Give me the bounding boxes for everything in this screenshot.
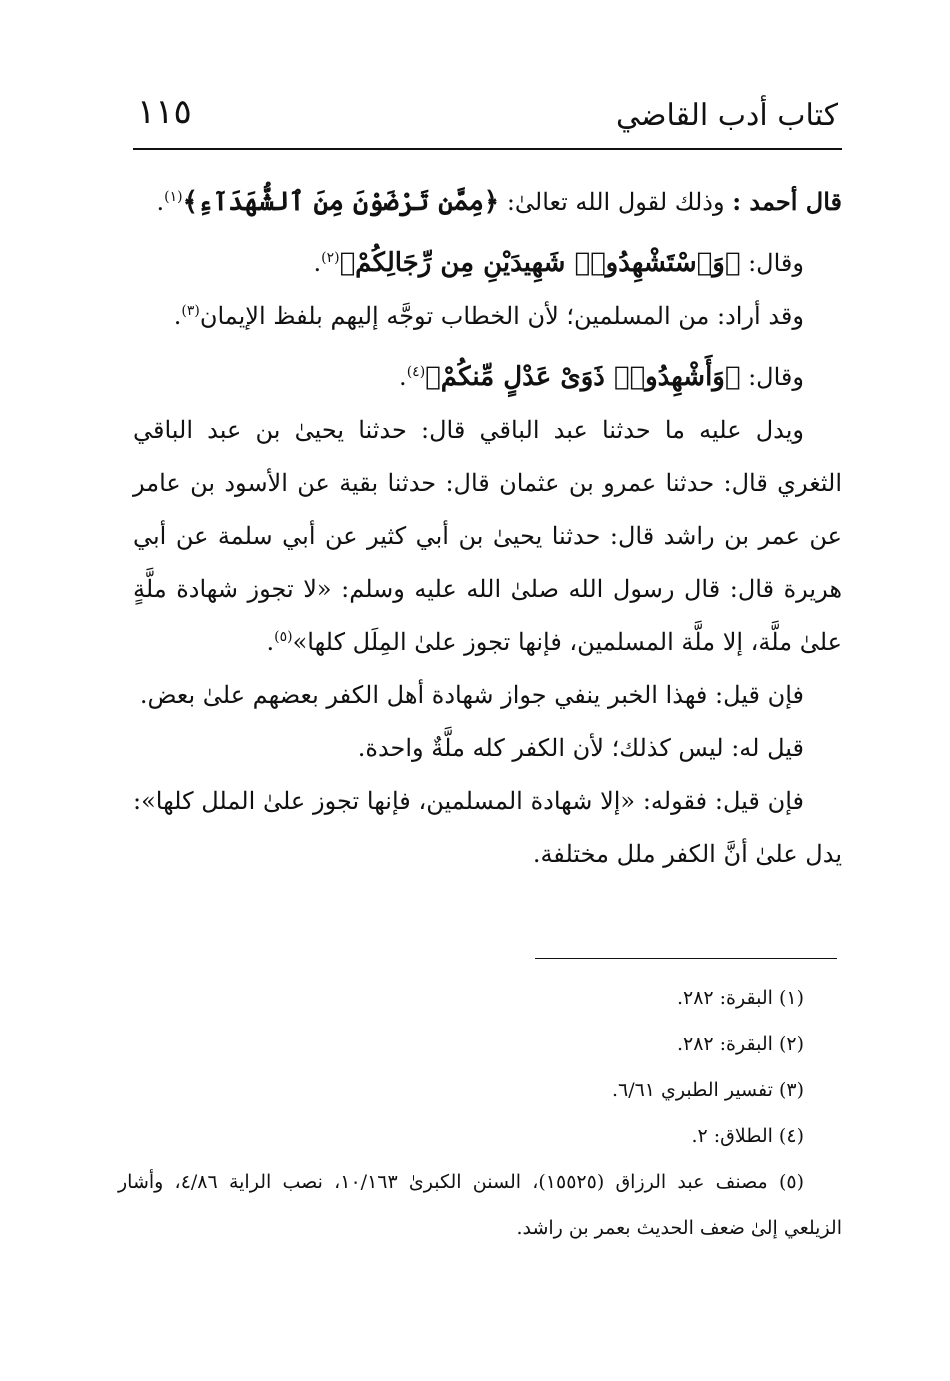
page-number: ١١٥ xyxy=(137,92,192,132)
end-mark: . xyxy=(399,363,407,391)
paragraph-7: قيل له: ليس كذلك؛ لأن الكفر كله ملَّةٌ واحدة. xyxy=(357,734,804,762)
paragraph-1 xyxy=(133,175,842,229)
footnote-3: (٣) تفسير الطبري ٦/٦١. xyxy=(611,1079,804,1101)
running-title: كتاب أدب القاضي xyxy=(616,98,838,133)
footnote-5: (٥) مصنف عبد الرزاق (١٥٥٢٥)، السنن الكبرىٰ ١٠/١٦٣، نصب الراية ٤/٨٦، وأشار الزيلعي إلىٰ ضعف الحديث بعمر بن راشد. xyxy=(118,1171,842,1239)
end-mark: . xyxy=(313,249,322,277)
paragraph-text: وقال: xyxy=(748,363,804,391)
paragraph-2 xyxy=(133,237,842,290)
quran-verse: ﴿مِمَّن تَرْضَوْنَ مِنَ ٱلشُّهَدَآءِ﴾ xyxy=(182,187,500,217)
end-mark: . xyxy=(173,302,182,330)
paragraph-text: وقد أراد: من المسلمين؛ لأن الخطاب توجَّه إليهم بلفظ الإيمان xyxy=(199,302,804,330)
paragraph-5 xyxy=(133,404,842,669)
paragraph-8: فإن قيل: فقوله: «إلا شهادة المسلمين، فإنها تجوز علىٰ الملل كلها»: يدل علىٰ أنَّ الكفر ملل مختلفة. xyxy=(133,787,842,868)
quran-verse: ﴿وَأَشْهِدُوا۟ ذَوَىْ عَدْلٍ مِّنكُمْ﴾ xyxy=(425,362,741,392)
footnote-ref[interactable]: (١) xyxy=(164,189,183,205)
page-header xyxy=(133,88,842,150)
main-text xyxy=(133,175,842,881)
paragraph-3 xyxy=(133,290,842,343)
paragraph-4 xyxy=(133,351,842,404)
footnote-ref[interactable]: (٤) xyxy=(406,364,426,380)
paragraph-text: وذلك لقول الله تعالىٰ: xyxy=(506,188,725,216)
end-mark: . xyxy=(156,188,165,216)
paragraph-text: ويدل عليه ما حدثنا عبد الباقي قال: حدثنا يحيىٰ بن عبد الباقي الثغري قال: حدثنا عمرو بن عثمان قال: حدثنا بقية عن الأسود بن عامر عن عمر بن راشد قال: حدثنا يحيىٰ بن أبي كثير عن أبي سلمة عن أبي هريرة قال: قال رسول الله صلىٰ الله عليه وسلم: «لا تجوز شهادة ملَّةٍ علىٰ ملَّة، إلا ملَّة المسلمين، فإنها تجوز علىٰ المِلَل كلها» xyxy=(133,416,842,656)
footnote-divider xyxy=(535,958,837,959)
end-mark: . xyxy=(266,628,275,656)
speaker-label: قال أحمد : xyxy=(732,187,842,216)
paragraph-text: وقال: xyxy=(748,249,804,277)
footnote-1: (١) البقرة: ٢٨٢. xyxy=(676,987,804,1009)
footnote-4: (٤) الطلاق: ٢. xyxy=(691,1125,804,1147)
footnote-ref[interactable]: (٣) xyxy=(181,303,200,319)
footnotes xyxy=(118,975,842,1251)
paragraph-6: فإن قيل: فهذا الخبر ينفي جواز شهادة أهل الكفر بعضهم علىٰ بعض. xyxy=(139,681,804,709)
footnote-ref[interactable]: (٥) xyxy=(274,629,293,645)
footnote-2: (٢) البقرة: ٢٨٢. xyxy=(676,1033,804,1055)
footnote-ref[interactable]: (٢) xyxy=(321,250,340,266)
quran-verse: ﴿وَٱسْتَشْهِدُوا۟ شَهِيدَيْنِ مِن رِّجَالِكُمْ﴾ xyxy=(339,248,741,278)
